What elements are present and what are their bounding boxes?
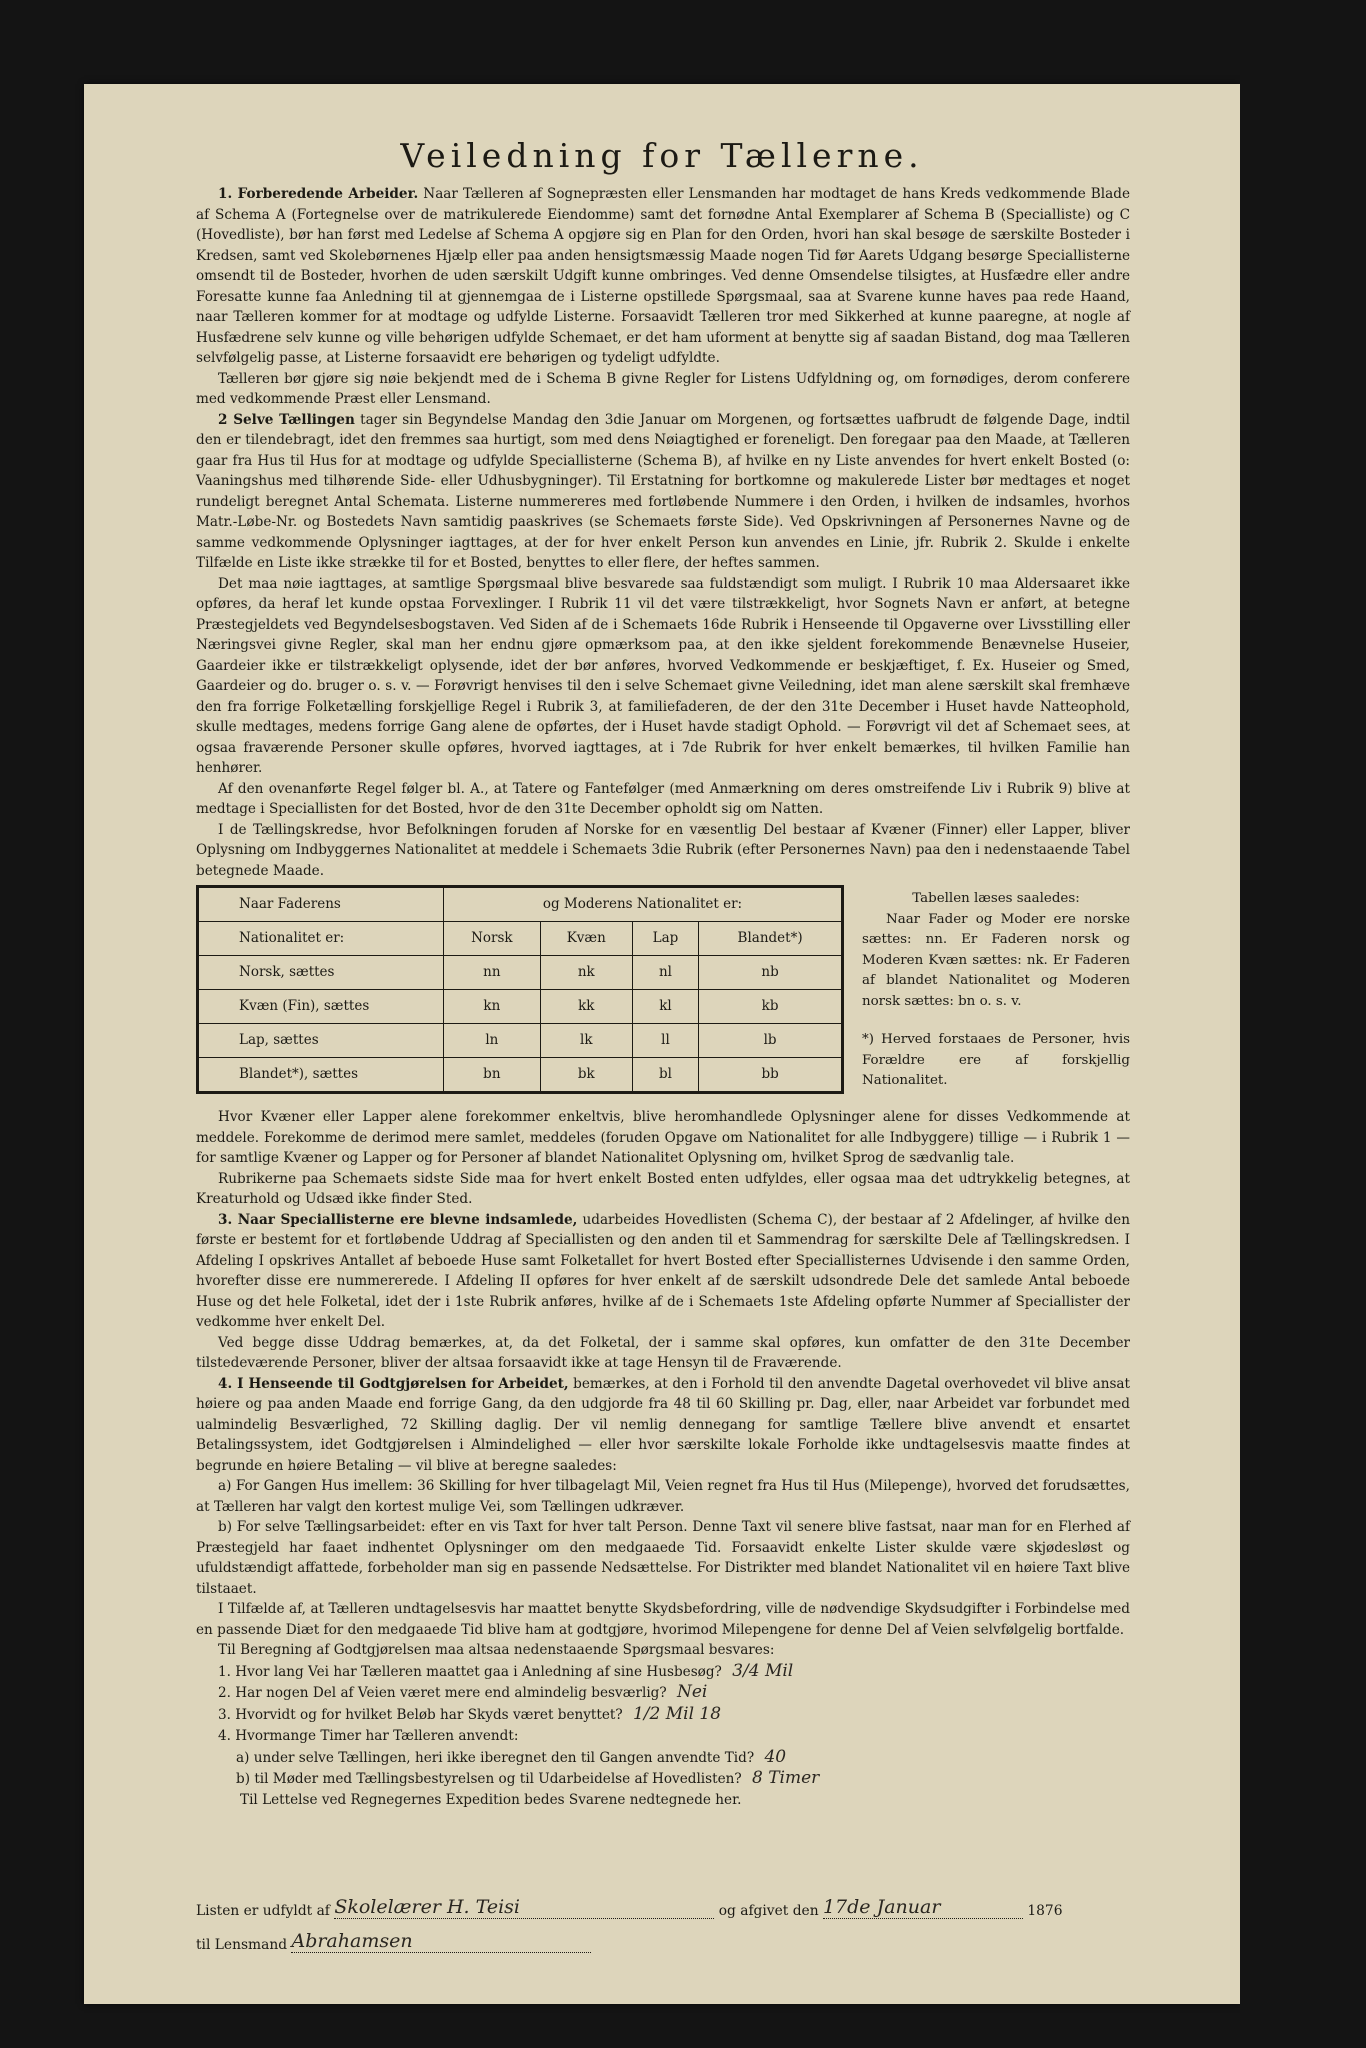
section-1-paragraph-2: Tælleren bør gjøre sig nøie bekjendt med de i Schema B givne Regler for Listens Udfyldning og, om fornødiges, derom conferere med vedkommende Præst eller Lensmand.: [196, 370, 1130, 407]
question-item: [218, 1725, 1130, 1747]
table-cell: kk: [540, 990, 632, 1024]
question-item: [218, 1747, 1130, 1769]
table-cell: kn: [444, 990, 541, 1024]
section-1: [196, 184, 1130, 369]
lensmand-signature: Abrahamsen: [291, 1930, 413, 1952]
question-item: [218, 1704, 1130, 1726]
listen-line: [196, 1896, 1136, 1922]
table-cell: kl: [632, 990, 698, 1024]
col-header: Norsk: [444, 922, 541, 956]
listen-label: Listen er udfyldt af: [196, 1903, 330, 1919]
section-3: [196, 1210, 1130, 1333]
header-mother-group: og Moderens Nationalitet er:: [444, 887, 843, 922]
census-sheet: [84, 84, 1240, 2004]
instructions-body: [196, 184, 1130, 1810]
question-answer: 1/2 Mil 18: [632, 1703, 722, 1724]
note-title: Tabellen læses saaledes:: [912, 891, 1080, 906]
year: 1876: [1027, 1903, 1063, 1919]
header-father-2: Nationalitet er:: [198, 922, 444, 956]
section-4-paragraph-3: Til Beregning af Godtgjørelsen maa altsaa nedenstaaende Spørgsmaal besvares:: [218, 1642, 775, 1658]
table-cell: lb: [699, 1024, 843, 1058]
table-cell: nb: [699, 956, 843, 990]
question-answer: 40: [764, 1746, 787, 1767]
section-2-heading: 2 Selve Tællingen: [218, 411, 355, 428]
section-2-paragraph-4: I de Tællingskredse, hvor Befolkningen foruden af Norske for en væsentlig Del bestaar af Kvæner (Finner) eller Lapper, bliver Oplysning om Indbyggernes Nationalitet at meddele i Schemaets 3die Rubrik (efter Personernes Navn) paa den i nedenstaaende Tabel betegnede Maade.: [196, 821, 1130, 879]
page-title: Veiledning for Tællerne.: [400, 136, 924, 175]
section-3-paragraph-2: Ved begge disse Uddrag bemærkes, at, da det Folketal, der i samme skal opføres, kun omfatter de den 31te December tilstedeværende Personer, bliver der altsaa forsaavidt ikke at tage Hensyn til de Fraværende.: [196, 1334, 1130, 1371]
lensmand-line: [196, 1930, 1136, 1956]
question-text: 2. Har nogen Del af Veien været mere end almindelig besværlig?: [218, 1685, 667, 1701]
table-cell: ll: [632, 1024, 698, 1058]
section-2: [196, 410, 1130, 574]
table-row: [198, 990, 843, 1024]
listen-signature: Skolelærer H. Teisi: [334, 1896, 520, 1918]
question-answer: Nei: [677, 1682, 708, 1702]
question-text: 4. Hvormange Timer har Tælleren anvendt:: [218, 1728, 519, 1744]
question-item: [218, 1661, 1130, 1683]
section-2-paragraph-2: Det maa nøie iagttages, at samtlige Spørgsmaal blive besvarede saa fuldstændigt som muligt. I Rubrik 10 maa Aldersaaret ikke opføres, da heraf let kunde opstaa Forvexlinger. I Rubrik 11 vil det være tilstrækkeligt, hvor Sognets Navn er anført, at betegne Præstegjeldets ved Begyndelsesbogstaven. Ved Siden af de i Schemaets 16de Rubrik i Henseende til Opgaverne over Livsstilling eller Næringsvei givne Regler, skal man her endnu gjøre opmærksom paa, at den ikke sjeldent forekommende Benævnelse Huseier, Gaardeier ikke er tilstrækkeligt oplysende, idet der bør anføres, hvorved Vedkommende er beskjæftiget, f. Ex. Huseier og Smed, Gaardeier og do. bruger o. s. v. — Forøvrigt henvises til den i selve Schemaet givne Veiledning, idet man alene særskilt skal fremhæve den fra forrige Folketælling forskjellige Regel i Rubrik 3, at familiefaderen, de der den 31te December i Huset havde Natteophold, skulle medtages, medens forrige Gang alene de opførtes, der i Huset havde stadigt Ophold. — Forøvrigt vil det af Schemaet sees, at ogsaa fraværende Personer skulle opføres, hvorved iagttages, at i 7de Rubrik for hver enkelt bemærkes, til hvilken Familie han henhører.: [196, 575, 1130, 776]
question-item: [218, 1768, 1130, 1790]
section-1-text: Naar Tælleren af Sognepræsten eller Lensmanden har modtaget de hans Kreds vedkommende Blade af Schema A (Fortegnelse over de matrikulerede Eiendomme) samt det fornødne Antal Exemplarer af Schema B (Specialliste) og C (Hovedliste), bør han først med Ledelse af Schema A opgjøre sig en Plan for den Orden, hvori han skal besøge de særskilte Bosteder i Kredsen, samt ved Skolebørnenes Hjælp eller paa anden hensigtsmæssig Maade nogen Tid før Aarets Udgang besørge Speciallisterne omsendt til de Bosteder, hvorhen de uden særskilt Udgift kunne ombringes. Ved denne Omsendelse tilsigtes, at Husfædre eller andre Foresatte kunne faa Anledning til at gjennemgaa de i Listerne opstillede Spørgsmaal, saa at Svarene kunne haves paa rede Haand, naar Tælleren kommer for at modtage og udfylde Listerne. Forsaavidt Tælleren tror med Sikkerhed at kunne paaregne, at nogle af Husfædrene selv kunne og ville behørigen udfylde Schemaet, er det ham uforment at benytte sig af saadan Bistand, dog maa Tælleren selvfølgelig passe, at Listerne forsaavidt ere behørigen og tydeligt udfyldte.: [196, 186, 1130, 366]
table-cell: nk: [540, 956, 632, 990]
table-row: [198, 956, 843, 990]
section-4-heading: 4. I Henseende til Godtgjørelsen for Arbeidet,: [218, 1375, 569, 1392]
note-footnote: *) Herved forstaaes de Personer, hvis Forældre ere af forskjellig Nationalitet.: [862, 1032, 1130, 1088]
row-label: Blandet*), sættes: [198, 1058, 444, 1093]
table-header-row: [198, 887, 843, 922]
question-text: 3. Hvorvidt og for hvilket Beløb har Skyds været benyttet?: [218, 1706, 623, 1723]
section-3-heading: 3. Naar Speciallisterne ere blevne indsamlede,: [218, 1211, 578, 1228]
section-3-text: udarbeides Hovedlisten (Schema C), der bestaar af 2 Afdelinger, af hvilke den første er bestemt for et fortløbende Uddrag af Speciallisten og den anden til et Sammendrag for særskilte Dele af Tællingskredsen. I Afdeling I opskrives Antallet af beboede Huse samt Folketallet for hvert Bosted efter Speciallisternes Udvisende i den samme Orden, hvorefter disse ere nummererede. I Afdeling II opføres for hver enkelt af de særskilt udsondrede Dele det samlede Antal beboede Huse og det hele Folketal, idet der i 1ste Rubrik anføres, hvilke af de i Schemaets 1ste Afdeling opførte Nummer af Speciallister der vedkomme hver enkelt Del.: [196, 1211, 1130, 1330]
question-item: [218, 1682, 1130, 1704]
table-row: [198, 1024, 843, 1058]
section-1-heading: 1. Forberedende Arbeider.: [218, 186, 419, 202]
note-text: Naar Fader og Moder ere norske sættes: nn. Er Faderen norsk og Moderen Kvæn sættes: nk. Er Faderen af blandet Nationalitet og Moderen norsk sættes: bn o. s. v.: [862, 911, 1130, 1009]
col-header: Lap: [632, 922, 698, 956]
section-4-item-b: b) For selve Tællingsarbeidet: efter en vis Taxt for hver talt Person. Denne Taxt vil senere blive fastsat, naar man for en Flerhed af Præstegjeld har faaet indhentet Oplysninger om den medgaaede Tid. Forsaavidt enkelte Lister skulde være skjødesløst og ufuldstændigt affattede, forbeholder man sig en passende Nedsættelse. For Distrikter med blandet Nationalitet vil en høiere Taxt blive tilstaaet.: [196, 1519, 1130, 1597]
table-note: [862, 889, 1130, 1092]
nationality-table: [196, 885, 844, 1094]
lensmand-label: til Lensmand: [196, 1937, 288, 1953]
after-table-paragraph-1: Hvor Kvæner eller Lapper alene forekommer enkeltvis, blive heromhandlede Oplysninger alene for disses Vedkommende at meddele. Forekomme de derimod mere samlet, meddeles (foruden Opgave om Nationalitet for alle Indbyggere) tillige — i Rubrik 1 — for samtlige Kvæner og Lapper og for Personer af blandet Nationalitet Oplysning om, hvilket Sprog de sædvanlig tale.: [196, 1109, 1130, 1166]
table-cell: bb: [699, 1058, 843, 1093]
nationality-table-area: [196, 885, 1130, 1101]
question-text: a) under selve Tællingen, heri ikke iberegnet den til Gangen anvendte Tid?: [236, 1749, 755, 1766]
table-row: [198, 1058, 843, 1093]
col-header: Blandet*): [699, 922, 843, 956]
section-4-text: bemærkes, at den i Forhold til den anvendte Dagetal overhovedet vil blive ansat høiere og paa anden Maade end forrige Gang, da den udgjorde fra 48 til 60 Skilling pr. Dag, eller, naar Arbeidet var forbundet med ualmindelig Besværlighed, 72 Skilling daglig. Der vil nemlig dennegang for samtlige Tællere blive anvendt et ensartet Betalingssystem, idet Godtgjørelsen i Almindelighed — eller hvor særskilte lokale Forholde ikke undtagelsesvis maatte findes at begrunde en høiere Betaling — vil blive at beregne saaledes:: [196, 1375, 1130, 1474]
question-answer: 8 Timer: [752, 1768, 820, 1788]
row-label: Norsk, sættes: [198, 956, 444, 990]
question-text: 1. Hvor lang Vei har Tælleren maattet gaa i Anledning af sine Husbesøg?: [218, 1663, 722, 1680]
section-2-text: tager sin Begyndelse Mandag den 3die Januar om Morgenen, og fortsættes uafbrudt de følgende Dage, indtil den er tilendebragt, idet den fremmes saa hurtigt, som med dens Nøiagtighed er foreneligt. Den foregaar paa den Maade, at Tælleren gaar fra Hus til Hus for at modtage og udfylde Speciallisterne (Schema B), af hvilke en ny Liste anvendes for hvert enkelt Bosted (o: Vaaningshus med tilhørende Side- eller Udhusbygninger). Til Erstatning for bortkomne og makulerede Lister bør medtages et noget rundeligt beregnet Antal Schemata. Listerne nummereres med fortløbende Nummere i den Orden, i hvilken de indsamles, hvorhos Matr.-Løbe-Nr. og Bostedets Navn samtidig paaskrives (se Schemaets første Side). Ved Opskrivningen af Personernes Navne og de samme vedkommende Oplysninger iagttages, at der for hver enkelt Person kun anvendes en Linie, jfr. Rubrik 2. Skulde i enkelte Tilfælde en Liste ikke strække til for et Bosted, benyttes to eller flere, der heftes sammen.: [196, 411, 1130, 571]
section-4-item-a: a) For Gangen Hus imellem: 36 Skilling for hver tilbagelagt Mil, Veien regnet fra Hus til Hus (Milepenge), hvorved det forudsættes, at Tælleren har valgt den kortest mulige Vei, som Tællingen udkræver.: [196, 1478, 1130, 1515]
afgivet-label: og afgivet den: [718, 1903, 819, 1919]
table-cell: ln: [444, 1024, 541, 1058]
afgivet-field: [823, 1896, 1023, 1919]
col-header: Kvæn: [540, 922, 632, 956]
section-4: [196, 1374, 1130, 1477]
table-cell: kb: [699, 990, 843, 1024]
questions-list: [196, 1661, 1130, 1790]
table-cell: nl: [632, 956, 698, 990]
lensmand-field: [291, 1930, 591, 1953]
table-cell: lk: [540, 1024, 632, 1058]
afgivet-date: 17de Januar: [822, 1896, 941, 1918]
table-cell: bl: [632, 1058, 698, 1093]
scan-border: [1240, 0, 1366, 2048]
question-text: b) til Møder med Tællingsbestyrelsen og til Udarbeidelse af Hovedlisten?: [236, 1771, 742, 1787]
listen-field: [334, 1896, 714, 1919]
table-cell: bk: [540, 1058, 632, 1093]
header-father: Naar Faderens: [198, 887, 444, 922]
table-subheader-row: [198, 922, 843, 956]
row-label: Kvæn (Fin), sættes: [198, 990, 444, 1024]
table-cell: nn: [444, 956, 541, 990]
row-label: Lap, sættes: [198, 1024, 444, 1058]
section-4-paragraph-2: I Tilfælde af, at Tælleren undtagelsesvis har maattet benytte Skydsbefordring, ville de nødvendige Skydsudgifter i Forbindelse med en passende Diæt for den medgaaede Tid blive ham at godtgjøre, hvorimod Milepengene for denne Del af Veien selvfølgelig bortfalde.: [196, 1601, 1130, 1638]
section-2-paragraph-3: Af den ovenanførte Regel følger bl. A., at Tatere og Fantefølger (med Anmærkning om deres omstreifende Liv i Rubrik 9) blive at medtage i Speciallisten for det Bosted, hvor de den 31te December opholdt sig om Natten.: [196, 780, 1130, 817]
question-answer: 3/4 Mil: [732, 1660, 794, 1681]
table-cell: bn: [444, 1058, 541, 1093]
closing-line: Til Lettelse ved Regnegernes Expedition bedes Svarene nedtegnede her.: [240, 1791, 742, 1808]
after-table-paragraph-2: Rubrikerne paa Schemaets sidste Side maa for hvert enkelt Bosted enten udfyldes, eller ogsaa maa det udtrykkelig betegnes, at Kreaturhold og Udsæd ikke finder Sted.: [196, 1170, 1130, 1207]
